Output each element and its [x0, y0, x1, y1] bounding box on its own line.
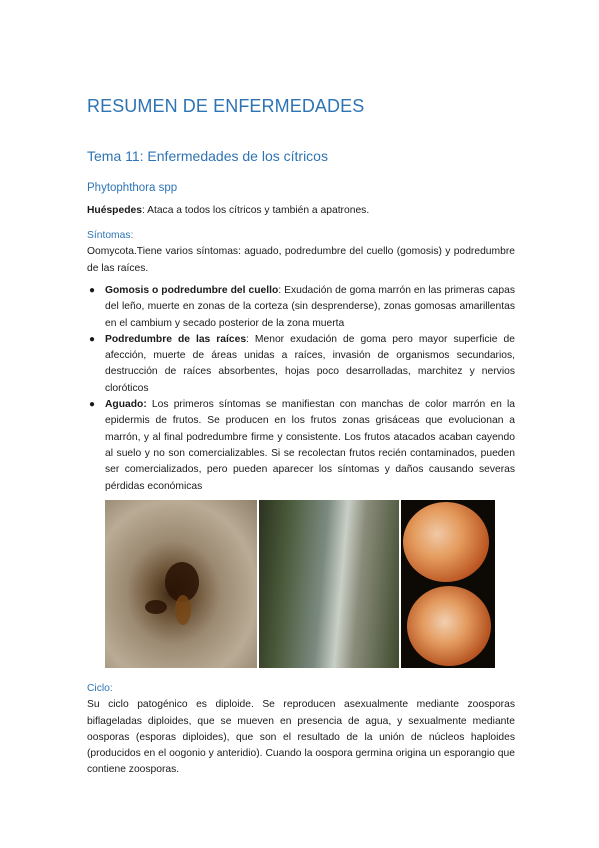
symptom-photos	[105, 500, 495, 668]
symptoms-label: Síntomas:	[87, 230, 134, 241]
cycle-section	[87, 681, 515, 779]
list-item	[87, 397, 515, 495]
document-title: RESUMEN DE ENFERMEDADES	[87, 96, 365, 116]
list-item-term: Aguado:	[105, 399, 147, 411]
fruit-image	[407, 586, 491, 666]
bullet-icon: ●	[89, 285, 96, 296]
bullet-icon: ●	[89, 333, 96, 345]
topic-heading: Tema 11: Enfermedades de los cítricos	[87, 148, 328, 164]
bullet-icon: ●	[89, 399, 96, 411]
hosts-label: Huéspedes	[87, 205, 142, 216]
list-item-text: : Menor exudación de goma pero mayor superficie de afección, muerte de áreas unidas a raíces, invasión de organismos secundarios, destrucción de raíces absorbentes, hojas poco desarrolladas, marchitez y nervios cloróticos	[105, 333, 515, 394]
pathogen-heading: Phytophthora spp	[87, 182, 178, 194]
infected-fruits-photo	[401, 500, 495, 668]
cycle-text: Su ciclo patogénico es diploide. Se reproducen asexualmente mediante zoosporas biflageladas diploides, que se mueven en presencia de agua, y sexualmente mediante oosporas (esporas diploides), que son el resultado de la unión de núcleos haploides (producidos en el oogonio y anteridio). Cuando la oospora germina origina un esporangio que contiene zoosporas.	[87, 699, 515, 776]
hosts-paragraph	[87, 203, 515, 219]
gummosis-trunk-photo	[105, 500, 257, 668]
symptom-list	[87, 283, 515, 495]
symptoms-intro: Oomycota.Tiene varios síntomas: aguado, podredumbre del cuello (gomosis) y podredumbre de las raíces.	[87, 246, 515, 274]
list-item-term: Gomosis o podredumbre del cuello	[105, 285, 279, 296]
bark-lesion-photo	[259, 500, 399, 668]
list-item	[87, 332, 515, 397]
list-item-text: : Exudación de goma marrón en las primeras capas del leño, muerte en zonas de la corteza (sin desprenderse), zonas gomosas amarillentas en el cambium y secado posterior de la zona muerta	[105, 285, 515, 329]
fruit-image	[403, 502, 489, 582]
hosts-text: : Ataca a todos los cítricos y también a apatrones.	[141, 205, 370, 216]
list-item-text: Los primeros síntomas se manifiestan con manchas de color marrón en la epidermis de frutos. Se producen en los frutos zonas grisáceas que evolucionan a marrón, y al final podredumbre firme y consistente. Los frutos atacados acaban cayendo al suelo y no son comercializables. Si se recolectan frutos recién contaminados, pueden ser comercializados, pero pueden aparecer los síntomas y daños causando severas pérdidas económicas	[105, 399, 515, 492]
symptoms-section	[87, 228, 515, 277]
list-item-term: Podredumbre de las raíces	[105, 333, 247, 345]
list-item	[87, 283, 515, 332]
cycle-label: Ciclo:	[87, 683, 113, 694]
